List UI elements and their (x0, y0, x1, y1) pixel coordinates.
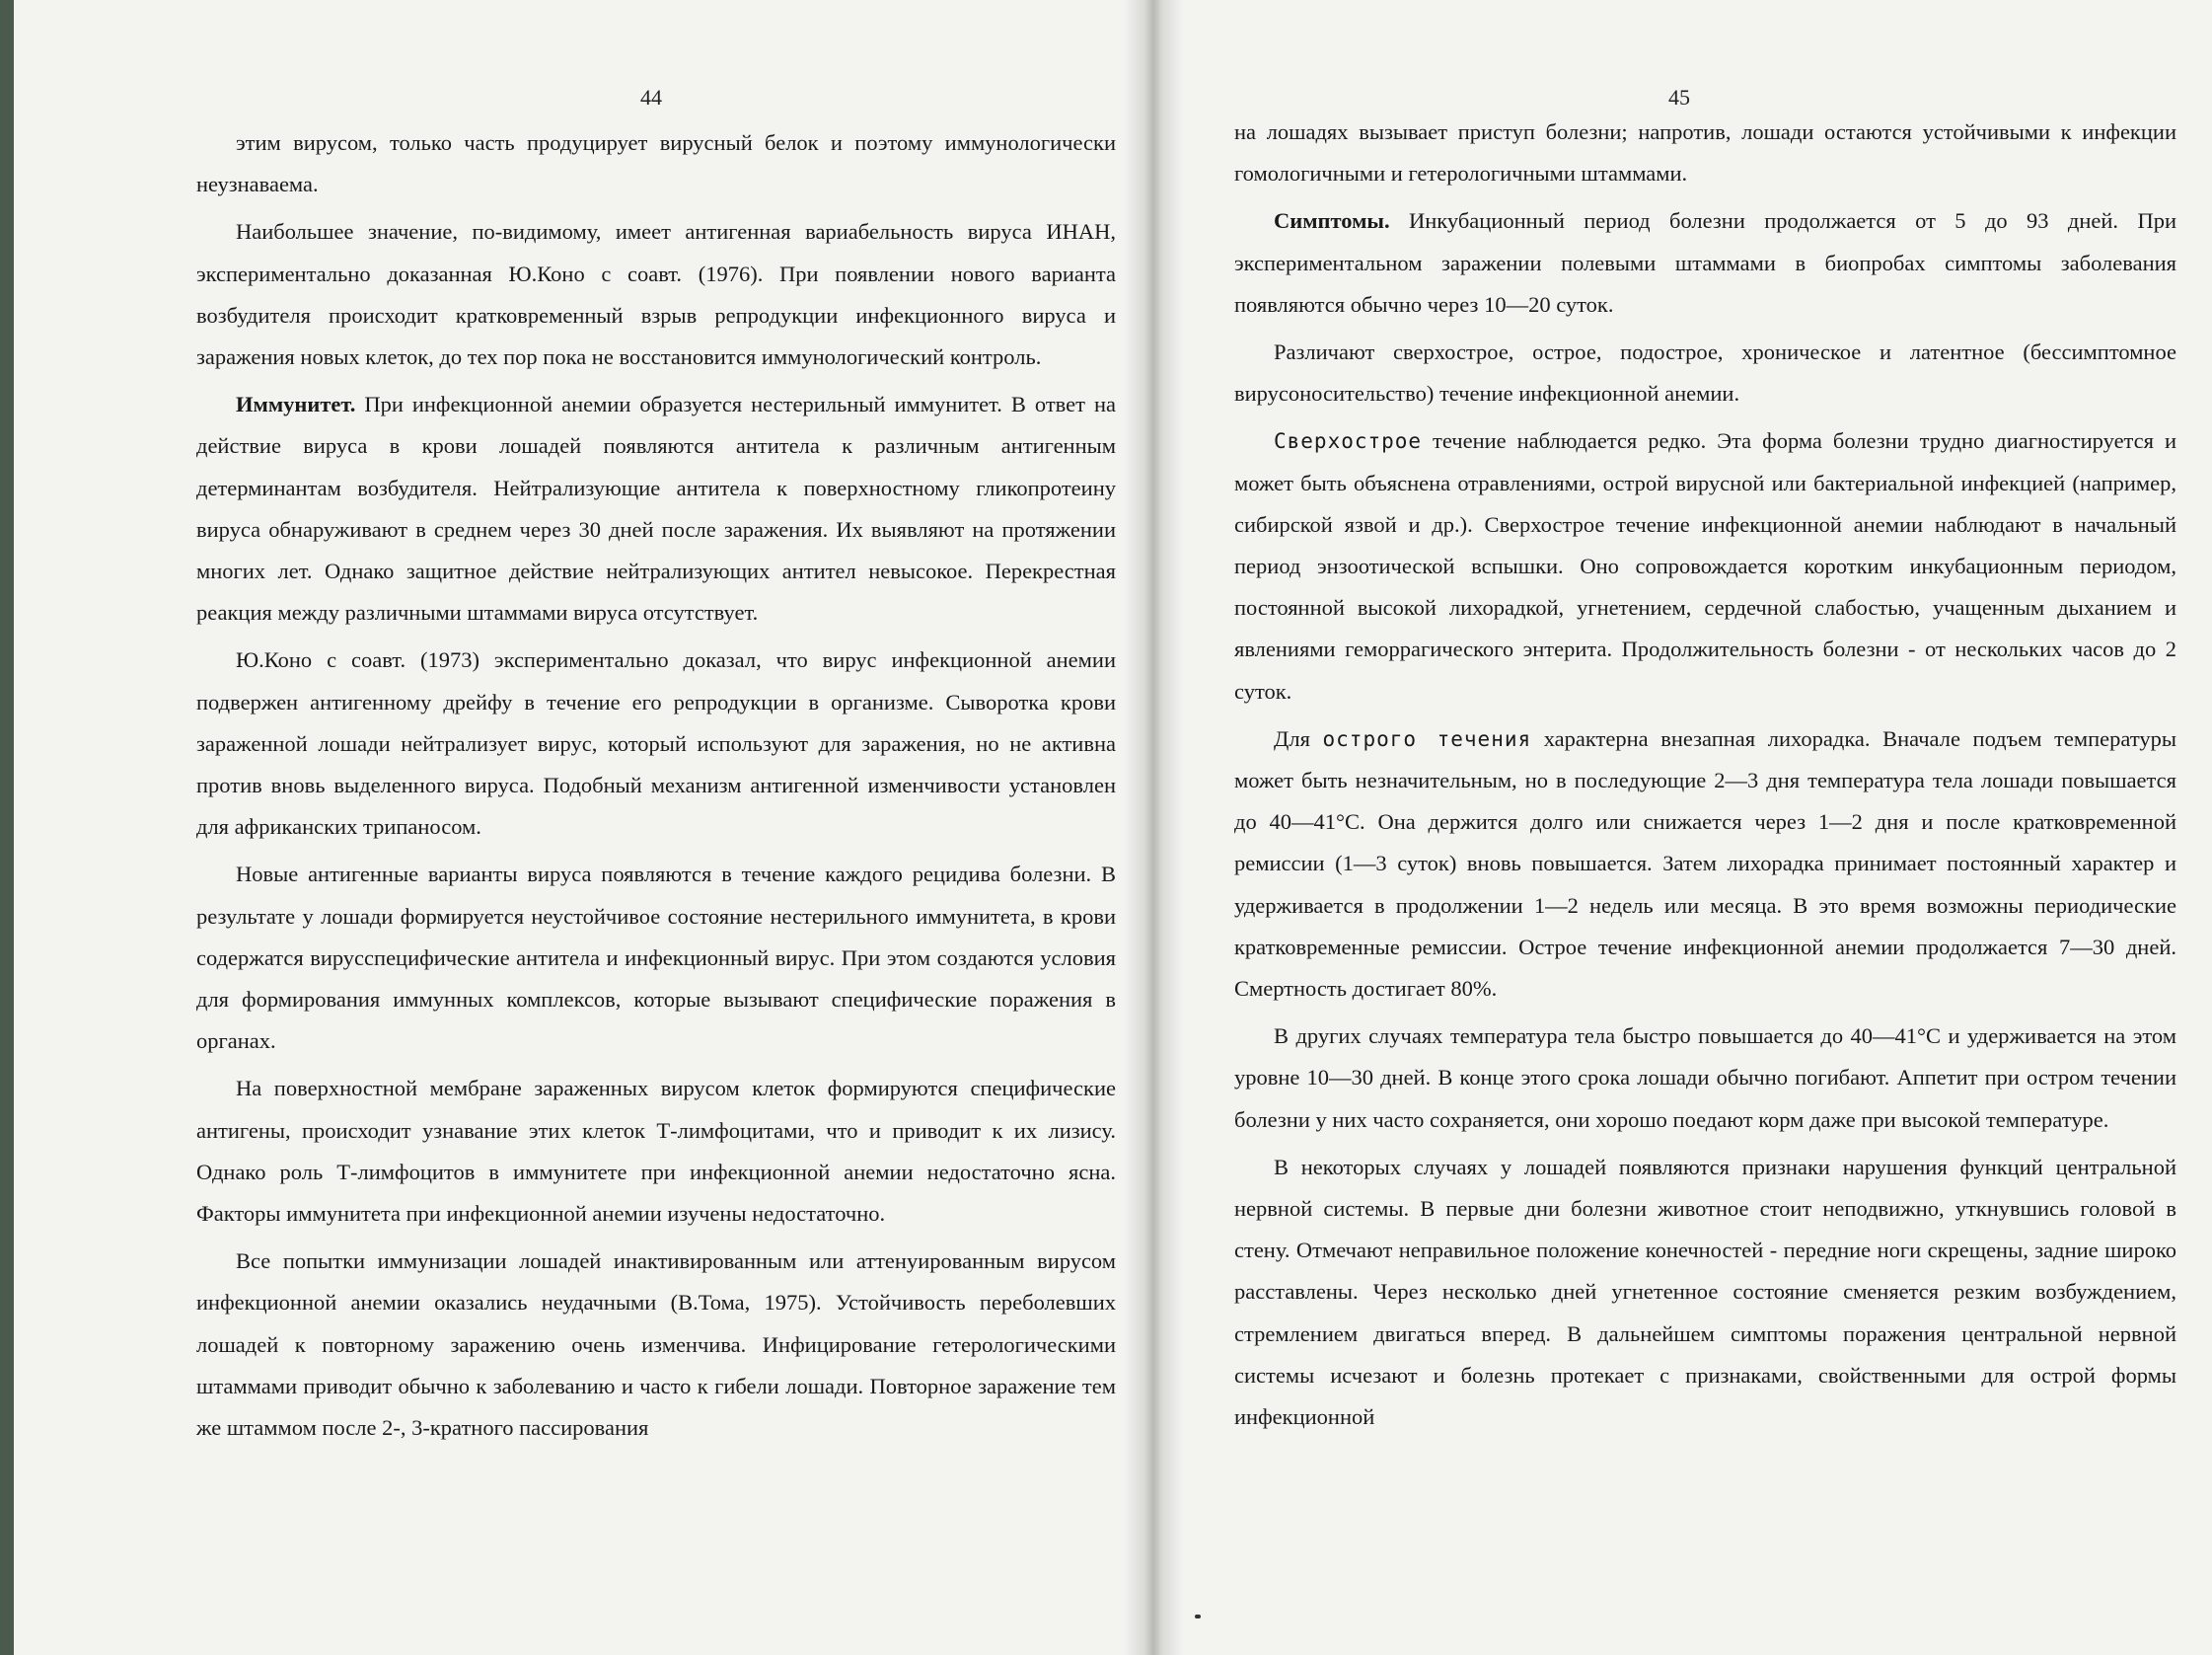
paragraph (196, 384, 1116, 634)
paragraph-text: течение наблюдается редко. Эта форма болезни трудно диагностируется и может быть объяснена отравлениями, острой вирусной или бактериальной инфекцией (например, сибирской язвой и др.). Сверхострое течение инфекционной анемии наблюдают в начальный период энзоотической вспышки. Оно сопровождается коротким инкубационным периодом, постоянной высокой лихорадкой, угнетением, сердечной слабостью, учащенным дыханием и явлениями геморрагического энтерита. Продолжительность болезни - от нескольких часов до 2 суток. (1234, 428, 2176, 704)
paragraph (1234, 112, 2176, 194)
paragraph-text: Новые антигенные варианты вируса появляются в течение каждого рецидива болезни. В результате у лошади формируется неустойчивое состояние нестерильного иммунитета, в крови содержатся вирусспецифические антитела и инфекционный вирус. При этом создаются условия для формирования иммунных комплексов, которые вызывают специфические поражения в органах. (196, 862, 1116, 1054)
paragraph (196, 1068, 1116, 1235)
paragraph (1234, 420, 2176, 712)
paragraph (196, 1241, 1116, 1449)
book-spread (14, 0, 2212, 1655)
page-number-right: 45 (1668, 85, 1690, 110)
spaced-term: острого течения (1322, 726, 1532, 751)
paragraph (1234, 1016, 2176, 1141)
paragraph (196, 854, 1116, 1062)
section-heading: Симптомы. (1274, 208, 1390, 234)
paragraph (1234, 200, 2176, 326)
paragraph-text: На поверхностной мембране зараженных вирусом клеток формируются специфические антигены, происходит узнавание этих клеток Т-лимфоцитами, что и приводит к их лизису. Однако роль Т-лимфоцитов в иммунитете при инфекционной анемии недостаточно ясна. Факторы иммунитета при инфекционной анемии изучены недостаточно. (196, 1076, 1116, 1227)
right-page-text (1234, 112, 2176, 1444)
book-spine (1124, 0, 1183, 1655)
page-number-left: 44 (640, 85, 662, 110)
paragraph (1234, 718, 2176, 1010)
left-page (34, 0, 1124, 1655)
paragraph-text: этим вирусом, только часть продуцирует вирусный белок и поэтому иммунологически неузнаваема. (196, 130, 1116, 197)
paragraph-text: Ю.Коно с соавт. (1973) экспериментально доказал, что вирус инфекционной анемии подвержен антигенному дрейфу в течение его репродукции в организме. Сыворотка крови зараженной лошади нейтрализует вирус, который используют для заражения, но не активна против вновь выделенного вируса. Подобный механизм антигенной изменчивости установлен для африканских трипаносом. (196, 647, 1116, 840)
paragraph-text: Инкубационный период болезни продолжается от 5 до 93 дней. При экспериментальном заражении полевыми штаммами в биопробах симптомы заболевания появляются обычно через 10—20 суток. (1234, 208, 2176, 317)
paragraph-text: В других случаях температура тела быстро повышается до 40—41°С и удерживается на этом уровне 10—30 дней. В конце этого срока лошади обычно погибают. Аппетит при остром течении болезни у них часто сохраняется, они хорошо поедают корм даже при высокой температуре. (1234, 1023, 2176, 1132)
paragraph (1234, 1147, 2176, 1438)
left-page-text (196, 122, 1116, 1455)
spaced-term: Сверхострое (1274, 429, 1423, 454)
paragraph-text: на лошадях вызывает приступ болезни; напротив, лошади остаются устойчивыми к инфекции гомологичными и гетерологичными штаммами. (1234, 119, 2176, 187)
paragraph (196, 639, 1116, 848)
paragraph-text: Различают сверхострое, острое, подострое, хроническое и латентное (бессимптомное вирусоносительство) течение инфекционной анемии. (1234, 339, 2176, 407)
paragraph (196, 122, 1116, 205)
right-page (1193, 0, 2212, 1655)
paragraph-text: В некоторых случаях у лошадей появляются признаки нарушения функций центральной нервной системы. В первые дни болезни животное стоит неподвижно, уткнувшись головой в стену. Отмечают неправильное положение конечностей - передние ноги скрещены, задние широко расставлены. Через несколько дней угнетенное состояние сменяется резким возбуждением, стремлением двигаться вперед. В дальнейшем симптомы поражения центральной нервной системы исчезают и болезнь протекает с признаками, свойственными для острой формы инфекционной (1234, 1154, 2176, 1430)
paragraph-text: Наибольшее значение, по-видимому, имеет антигенная вариабельность вируса ИНАН, экспериментально доказанная Ю.Коно с соавт. (1976). При появлении нового варианта возбудителя происходит кратковременный взрыв репродукции инфекционного вируса и заражения новых клеток, до тех пор пока не восстановится иммунологический контроль. (196, 219, 1116, 370)
paragraph-text: Все попытки иммунизации лошадей инактивированным или аттенуированным вирусом инфекционной анемии оказались неудачными (В.Тома, 1975). Устойчивость переболевших лошадей к повторному заражению очень изменчива. Инфицирование гетерологическими штаммами приводит обычно к заболеванию и часто к гибели лошади. Повторное заражение тем же штаммом после 2-, 3-кратного пассирования (196, 1248, 1116, 1441)
section-heading: Иммунитет. (236, 392, 356, 417)
scan-mark (1195, 1615, 1201, 1618)
paragraph-text: характерна внезапная лихорадка. Вначале подъем температуры может быть незначительным, но в последующие 2—3 дня температура тела лошади повышается до 40—41°С. Она держится долго или снижается через 1—2 дня и после кратковременной ремиссии (1—3 суток) вновь повышается. Затем лихорадка принимает постоянный характер и удерживается в продолжении 1—2 недель или месяца. В это время возможны периодические кратковременные ремиссии. Острое течение инфекционной анемии продолжается 7—30 дней. Смертность достигает 80%. (1234, 725, 2176, 1002)
paragraph (196, 211, 1116, 378)
paragraph-prefix: Для (1274, 725, 1323, 751)
paragraph (1234, 332, 2176, 414)
paragraph-text: При инфекционной анемии образуется нестерильный иммунитет. В ответ на действие вируса в крови лошадей появляются антитела к различным антигенным детерминантам возбудителя. Нейтрализующие антитела к поверхностному гликопротеину вируса обнаруживают в среднем через 30 дней после заражения. Их выявляют на протяжении многих лет. Однако защитное действие нейтрализующих антител невысокое. Перекрестная реакция между различными штаммами вируса отсутствует. (196, 392, 1116, 626)
